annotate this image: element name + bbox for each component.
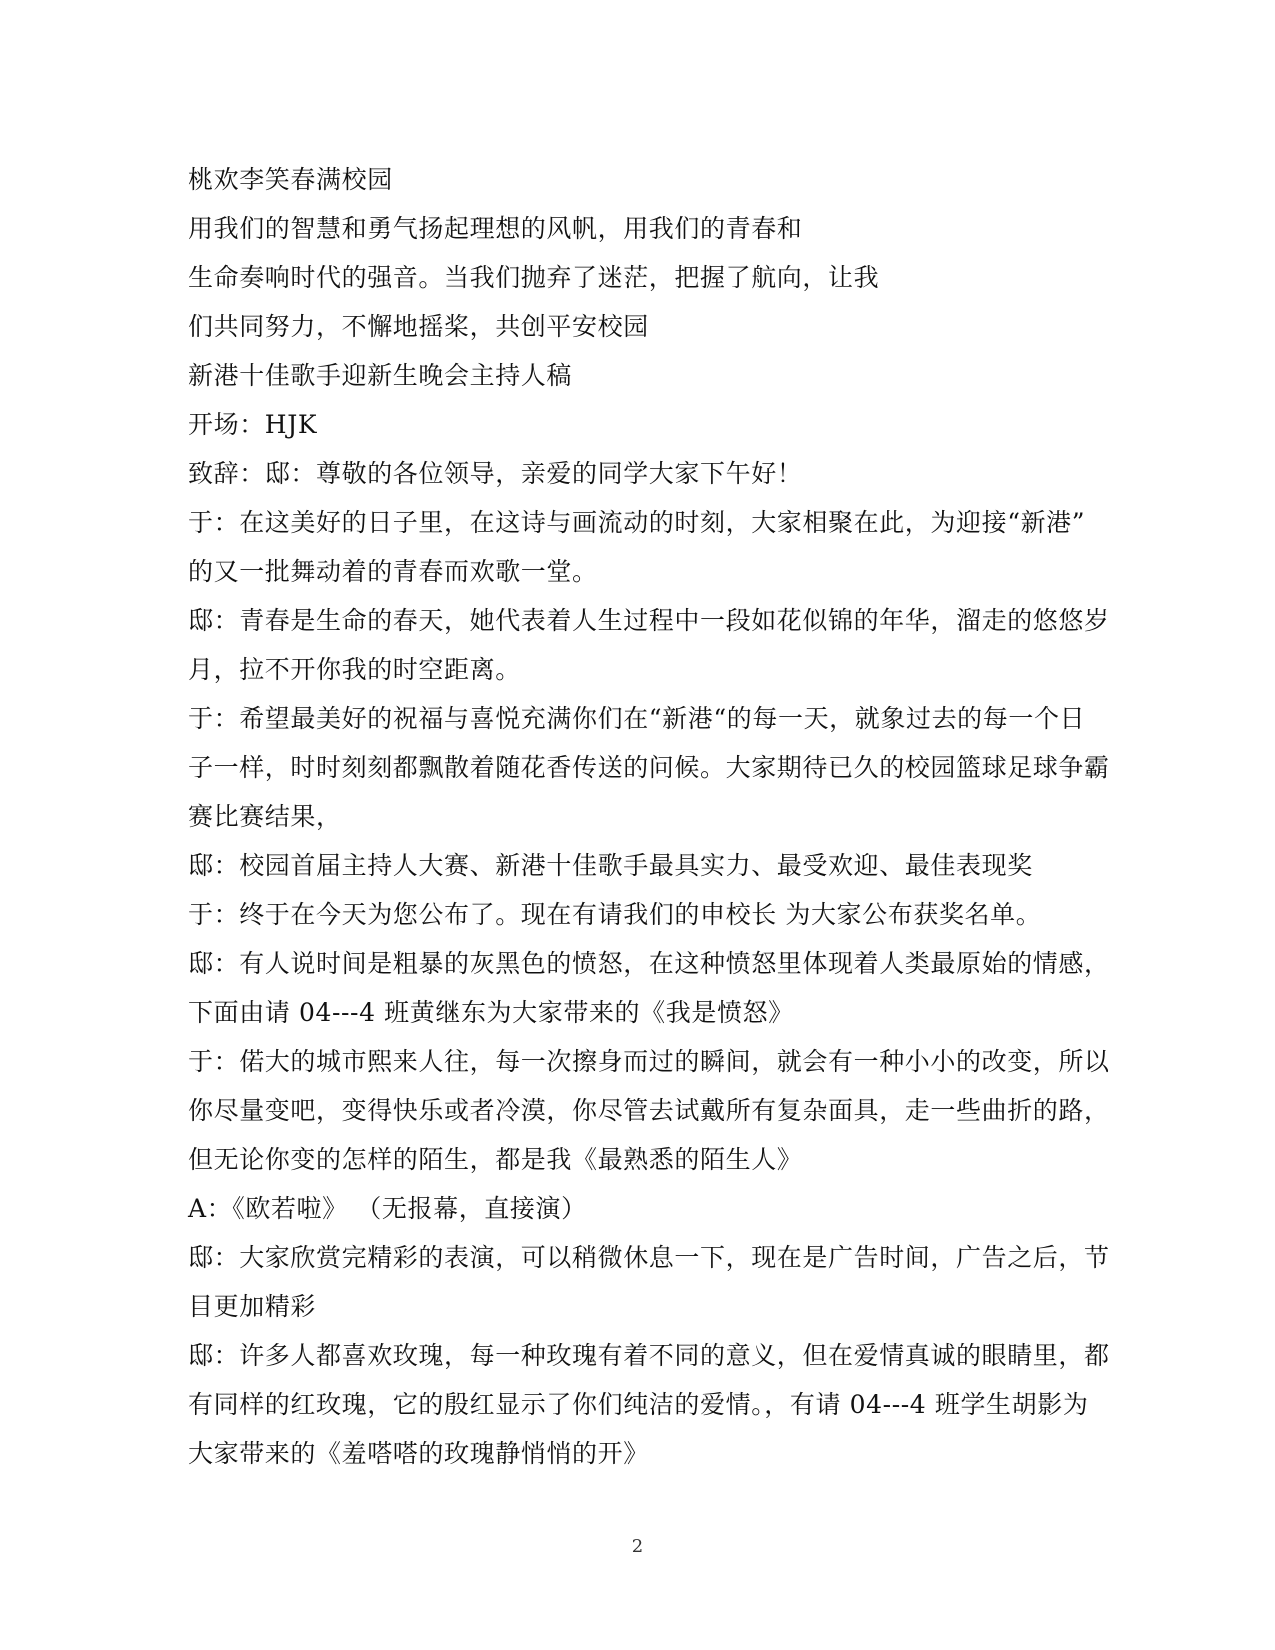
text-line: 你尽量变吧，变得快乐或者冷漠，你尽管去试戴所有复杂面具，走一些曲折的路， — [188, 1096, 1110, 1125]
text-line: 用我们的智慧和勇气扬起理想的风帆，用我们的青春和 — [188, 214, 803, 243]
text-line: 开场：HJK — [188, 410, 318, 439]
text-line: 于：终于在今天为您公布了。现在有请我们的申校长 为大家公布获奖名单。 — [188, 900, 1042, 929]
text-line: 致辞：邸：尊敬的各位领导，亲爱的同学大家下午好！ — [188, 459, 803, 488]
text-line: 目更加精彩 — [188, 1292, 317, 1321]
text-line: 们共同努力，不懈地摇桨，共创平安校园 — [188, 312, 649, 341]
text-line: 的又一批舞动着的青春而欢歌一堂。 — [188, 557, 598, 586]
text-line: 生命奏响时代的强音。当我们抛弃了迷茫，把握了航向，让我 — [188, 263, 880, 292]
page-number: 2 — [631, 1536, 644, 1557]
document-body — [188, 155, 1110, 1478]
text-line: 大家带来的《羞嗒嗒的玫瑰静悄悄的开》 — [188, 1439, 649, 1468]
text-line: 子一样，时时刻刻都飘散着随花香传送的问候。大家期待已久的校园篮球足球争霸 — [188, 753, 1110, 782]
text-line: 新港十佳歌手迎新生晚会主持人稿 — [188, 361, 573, 390]
text-line: 月，拉不开你我的时空距离。 — [188, 655, 521, 684]
text-line: 有同样的红玫瑰，它的殷红显示了你们纯洁的爱情。，有请 04---4 班学生胡影为 — [188, 1390, 1089, 1419]
text-line: 于：希望最美好的祝福与喜悦充满你们在“新港“的每一天，就象过去的每一个日 — [188, 704, 1086, 733]
text-line: 邸：大家欣赏完精彩的表演，可以稍微休息一下，现在是广告时间，广告之后，节 — [188, 1243, 1110, 1272]
text-line: 赛比赛结果， — [188, 802, 342, 831]
text-line: 邸：许多人都喜欢玫瑰，每一种玫瑰有着不同的意义，但在爱情真诚的眼睛里，都 — [188, 1341, 1110, 1370]
text-line: 邸：青春是生命的春天，她代表着人生过程中一段如花似锦的年华，溜走的悠悠岁 — [188, 606, 1110, 635]
text-line: 于：在这美好的日子里，在这诗与画流动的时刻，大家相聚在此，为迎接“新港” — [188, 508, 1086, 537]
text-line: 于：偌大的城市熙来人往，每一次擦身而过的瞬间，就会有一种小小的改变，所以 — [188, 1047, 1110, 1076]
text-line: 桃欢李笑春满校园 — [188, 165, 393, 194]
text-line: 邸：有人说时间是粗暴的灰黑色的愤怒，在这种愤怒里体现着人类最原始的情感， — [188, 949, 1110, 978]
text-line: 下面由请 04---4 班黄继东为大家带来的《我是愤怒》 — [188, 998, 794, 1027]
text-line: A：《欧若啦》 （无报幕，直接演） — [188, 1194, 587, 1223]
text-line: 邸：校园首届主持人大赛、新港十佳歌手最具实力、最受欢迎、最佳表现奖 — [188, 851, 1033, 880]
text-line: 但无论你变的怎样的陌生，都是我《最熟悉的陌生人》 — [188, 1145, 803, 1174]
